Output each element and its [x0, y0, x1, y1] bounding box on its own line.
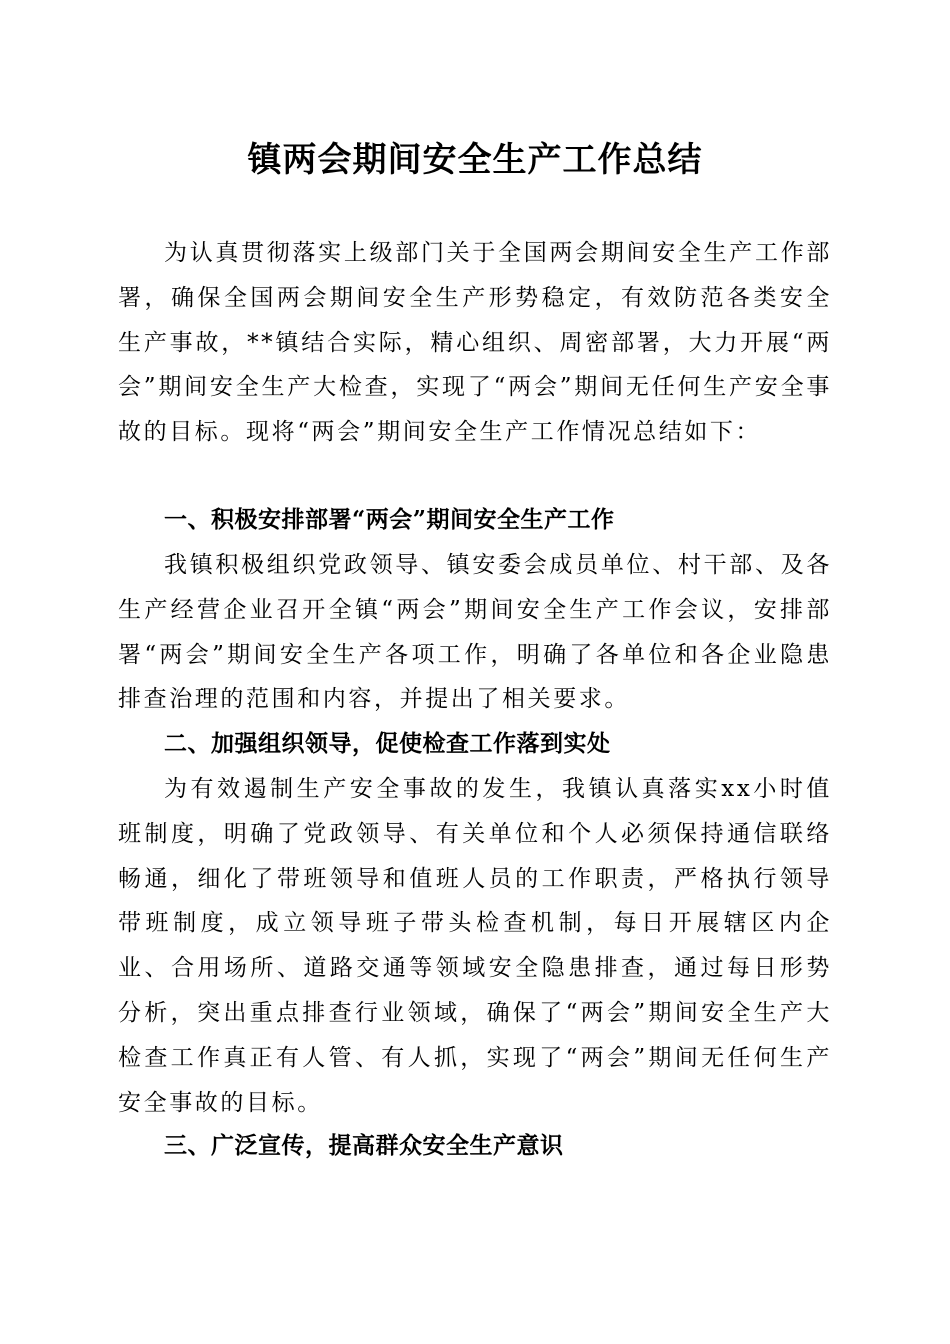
intro-paragraph: 为认真贯彻落实上级部门关于全国两会期间安全生产工作部署，确保全国两会期间安全生产形势稳定，有效防范各类安全生产事故，**镇结合实际，精心组织、周密部署，大力开展“两会”期间安全生产大检查，实现了“两会”期间无任何生产安全事故的目标。现将“两会”期间安全生产工作情况总结如下：	[118, 240, 832, 446]
document-title: 镇两会期间安全生产工作总结	[247, 140, 703, 180]
section-2-heading: 二、加强组织领导，促使检查工作落到实处	[164, 730, 611, 757]
section-1-heading: 一、积极安排部署“两会”期间安全生产工作	[164, 506, 615, 533]
section-3-heading: 三、广泛宣传，提高群众安全生产意识	[164, 1132, 564, 1159]
section-2-body: 为有效遏制生产安全事故的发生，我镇认真落实xx小时值班制度，明确了党政领导、有关单位和个人必须保持通信联络畅通，细化了带班领导和值班人员的工作职责，严格执行领导带班制度，成立领导班子带头检查机制，每日开展辖区内企业、合用场所、道路交通等领域安全隐患排查，通过每日形势分析，突出重点排查行业领域，确保了“两会”期间安全生产大检查工作真正有人管、有人抓，实现了“两会”期间无任何生产安全事故的目标。	[118, 776, 832, 1116]
section-1-body: 我镇积极组织党政领导、镇安委会成员单位、村干部、及各生产经营企业召开全镇“两会”期间安全生产工作会议，安排部署“两会”期间安全生产各项工作，明确了各单位和各企业隐患排查治理的范围和内容，并提出了相关要求。	[118, 552, 832, 713]
